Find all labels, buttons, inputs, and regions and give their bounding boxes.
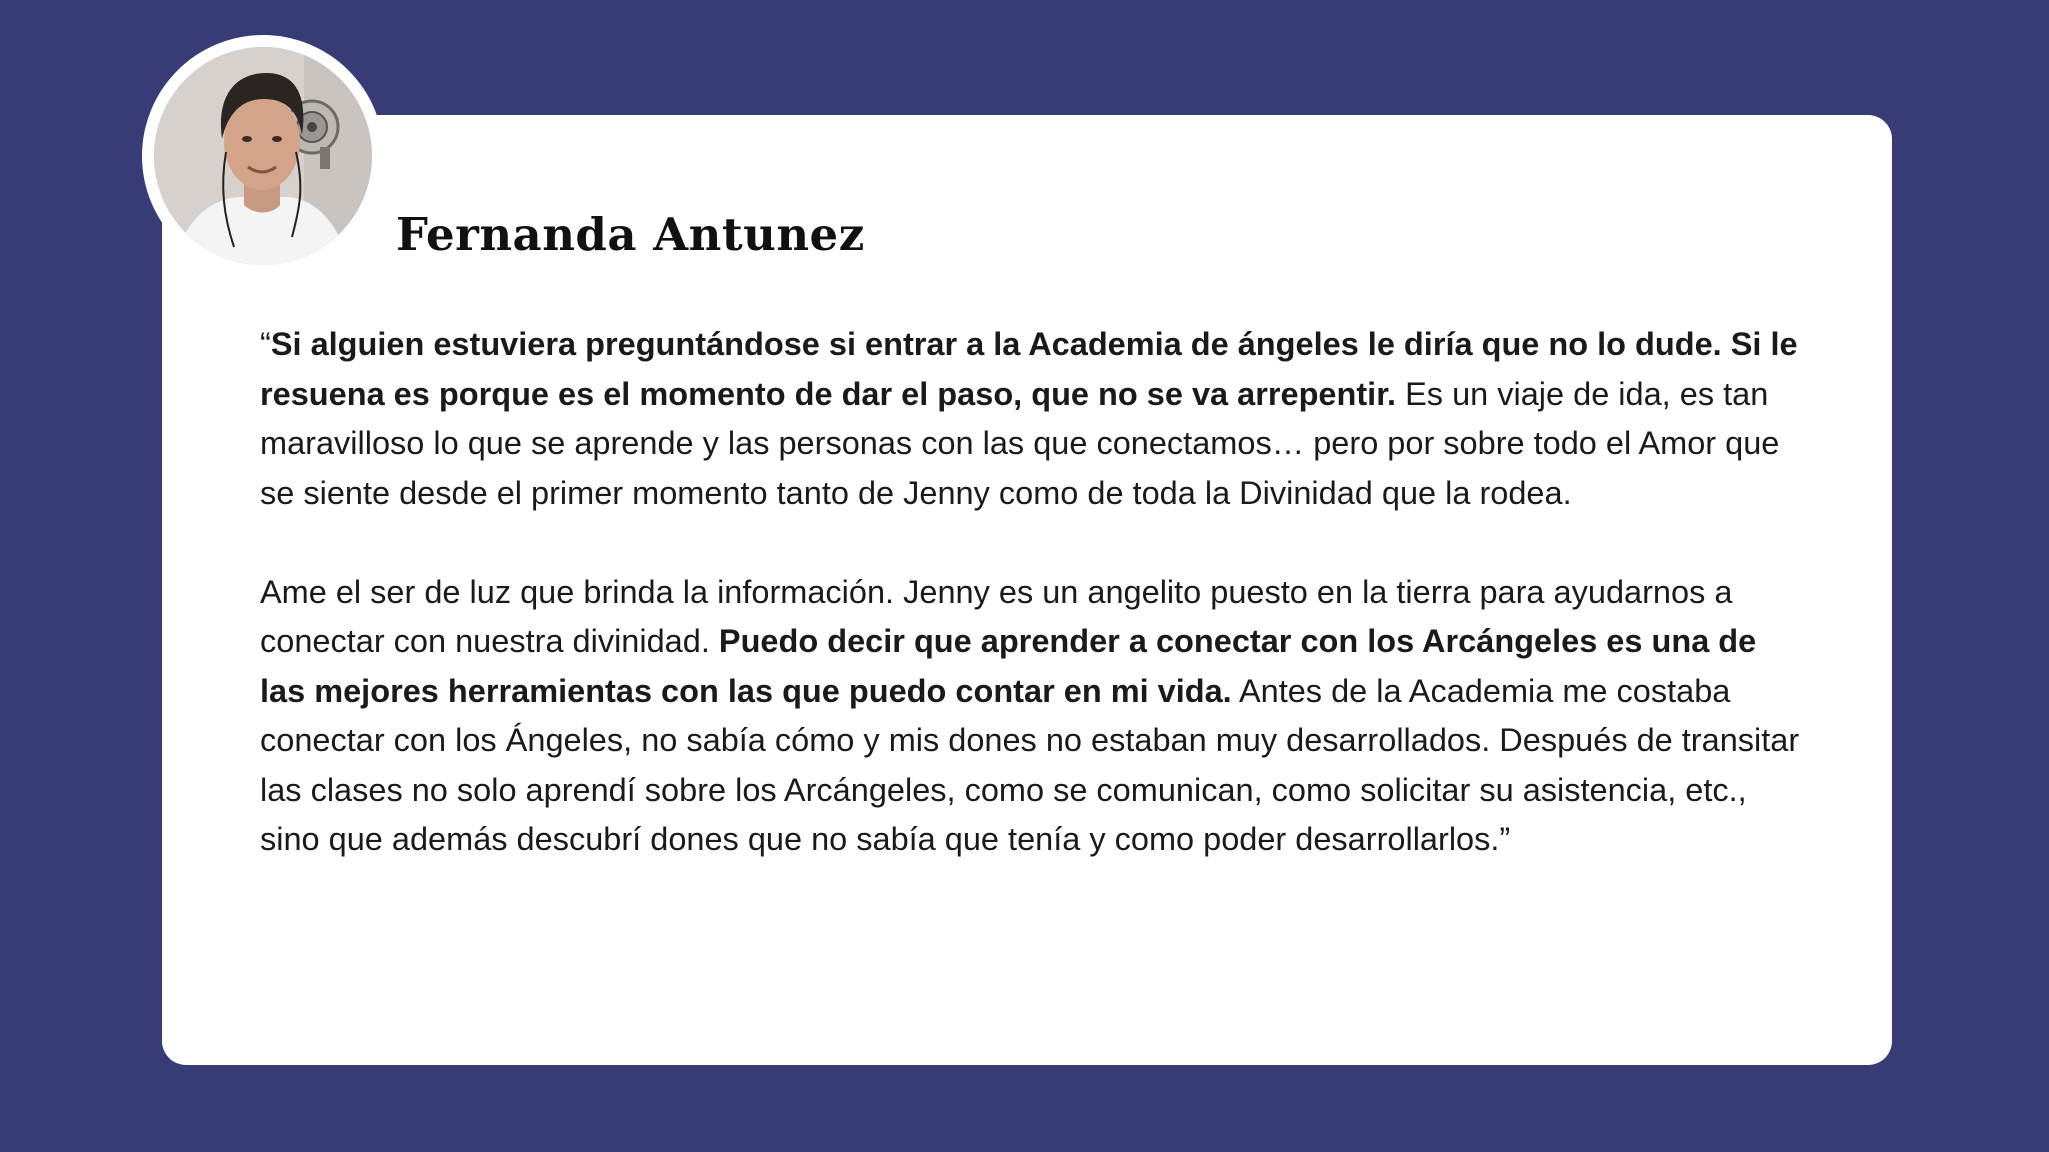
avatar-ring <box>142 35 384 277</box>
quote-p1-bold: Si alguien estuviera preguntándose si entrar a la Academia de ángeles le diría que no lo dude. Si le resuena es porque es el momento de dar el paso, que no se va arrepentir. <box>260 326 1798 412</box>
avatar-photo <box>154 47 372 265</box>
quote-p1-text: Es un viaje de ida, es tan maravilloso lo que se aprende y las personas con las que conectamos… pero por sobre todo el Amor que se siente desde el primer momento tanto de Jenny como de toda la Divinidad que la rodea. <box>260 375 1780 511</box>
quote-p2-text-after: Antes de la Academia me costaba conectar con los Ángeles, no sabía cómo y mis dones no estaban muy desarrollados. Después de transitar las clases no solo aprendí sobre los Arcángeles, como se comunican, como solicitar su asistencia, etc., sino que además descubrí dones que no sabía que tenía y como poder desarrollarlos.” <box>260 672 1800 857</box>
quote-paragraph-1 <box>260 320 1800 518</box>
quote-paragraph-2 <box>260 568 1800 865</box>
quote-p2-bold: Puedo decir que aprender a conectar con los Arcángeles es una de las mejores herramientas con las que puedo contar en mi vida. <box>260 623 1757 709</box>
avatar <box>154 47 372 265</box>
open-quote-mark: “ <box>260 326 271 362</box>
testimonial-author-name: Fernanda Antunez <box>396 208 865 261</box>
testimonial-quote <box>260 320 1800 865</box>
quote-p2-text-before: Ame el ser de luz que brinda la información. Jenny es un angelito puesto en la tierra para ayudarnos a conectar con nuestra divinidad. <box>260 573 1733 659</box>
